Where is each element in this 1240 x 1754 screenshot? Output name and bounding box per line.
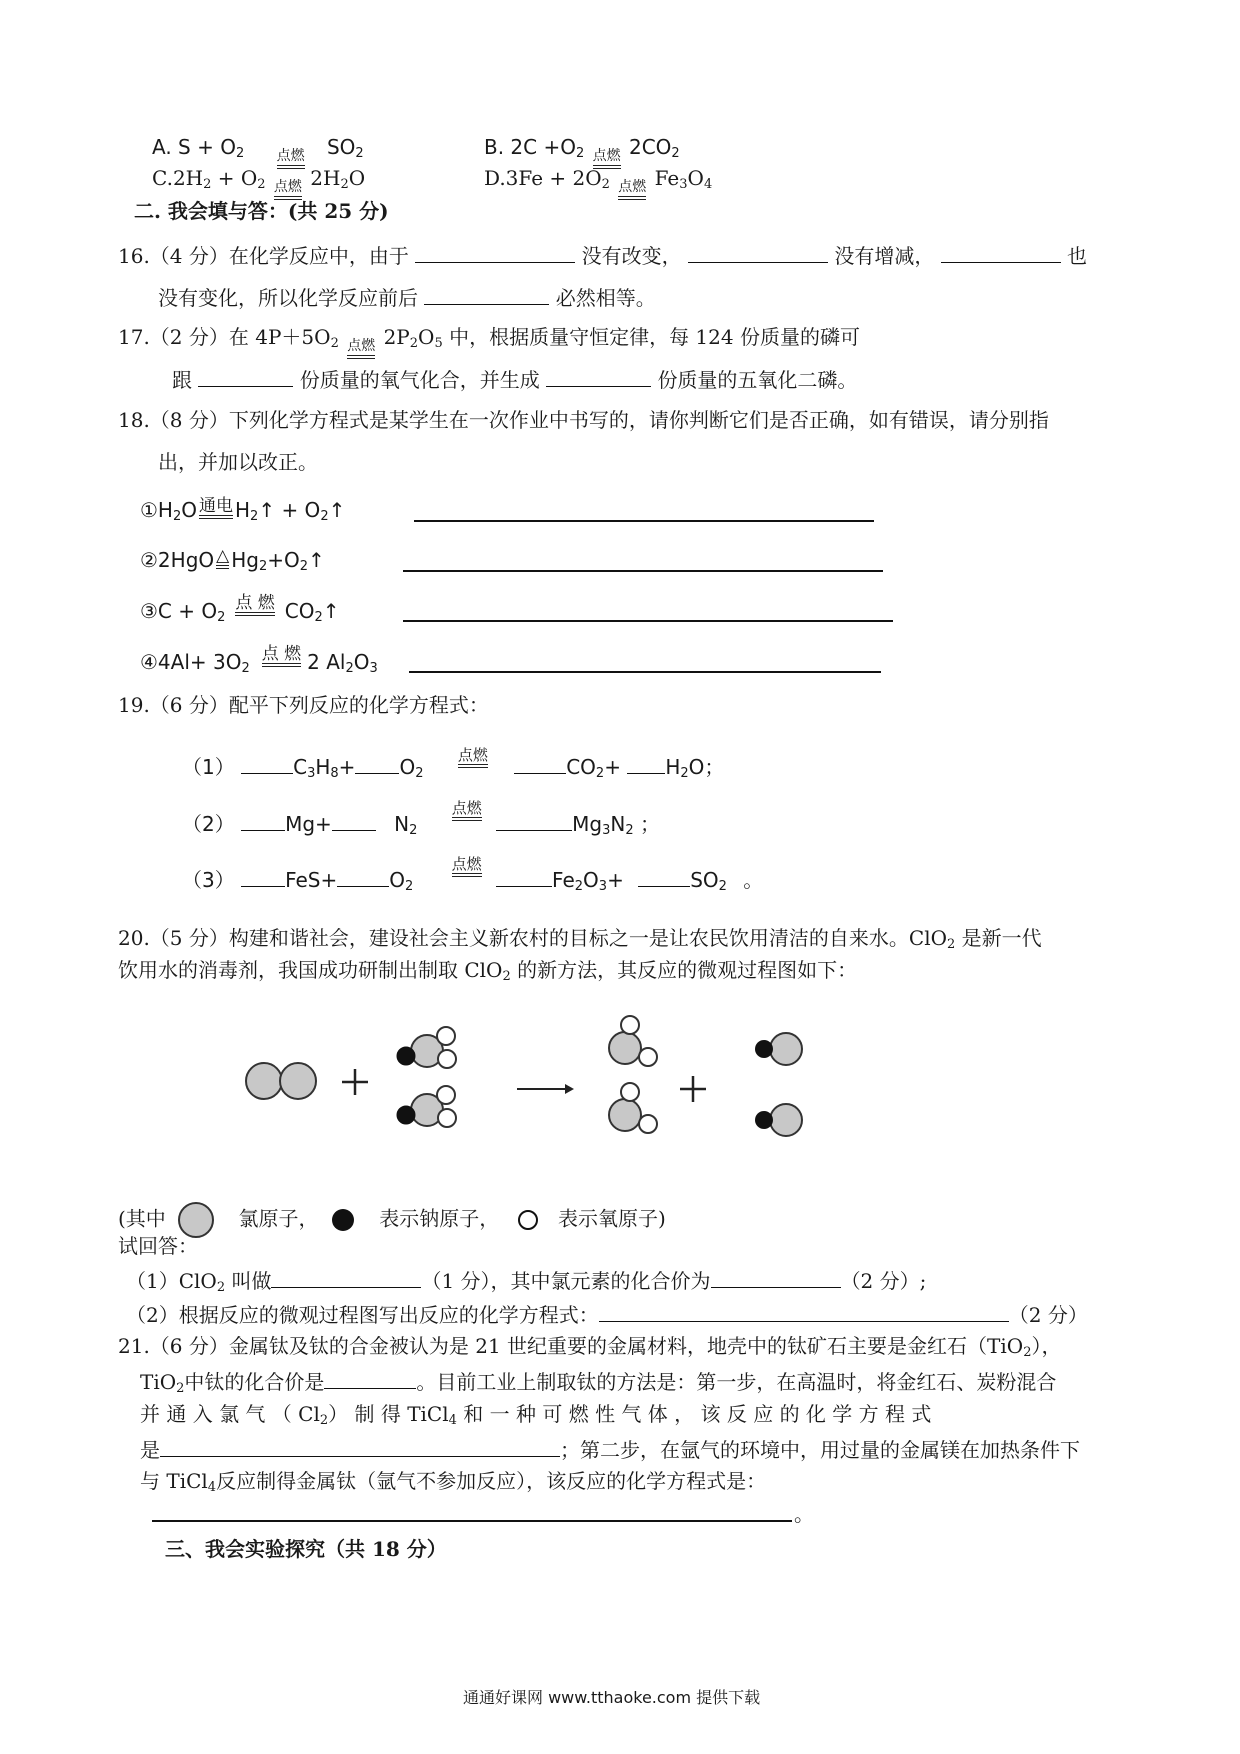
- footer-text: 通通好课网 www.tthaoke.com 提供下载: [463, 1688, 761, 1707]
- sodium-chloride-molecule: [755, 1104, 802, 1136]
- oxygen-atom: [621, 1016, 639, 1034]
- plus-sign: [680, 1076, 706, 1102]
- blank-19-2c[interactable]: [496, 810, 572, 831]
- chlorine-atom: [280, 1063, 316, 1099]
- reaction-condition: 点燃: [616, 179, 648, 200]
- chlorine-atom: [770, 1033, 802, 1065]
- blank-19-1d[interactable]: [627, 753, 665, 774]
- reaction-condition: 点燃: [275, 148, 307, 169]
- oxygen-atom: [438, 1050, 456, 1068]
- question-20: 20.（5 分）构建和谐社会，建设社会主义新农村的目标之一是让农民饮用清洁的自来水。ClO$_2$ 是新一代: [118, 926, 1042, 952]
- option-a: A. $S + O_2$ 点燃 $SO_2$: [152, 135, 364, 163]
- oxygen-atom: [621, 1083, 639, 1101]
- question-21-line4: 是 ；第二步，在氩气的环境中，用过量的金属镁在加热条件下: [140, 1438, 1080, 1462]
- question-17-line2: 跟 份质量的氧气化合，并生成 份质量的五氧化二磷。: [172, 368, 858, 392]
- equation-19-1: （1） $C_3H_8+ O_2$ 点燃 $CO_2+ H_2O$；: [182, 746, 725, 781]
- answer-line-21[interactable]: [152, 1520, 792, 1522]
- blank-16-1[interactable]: [415, 242, 575, 263]
- reaction-condition: 点燃: [345, 338, 377, 359]
- question-18: 18.（8 分）下列化学方程式是某学生在一次作业中书写的，请你判断它们是否正确，如有错误，请分别指: [118, 408, 1049, 432]
- equation-19-2: （2） $Mg+ N_2$ 点燃 $Mg_3N_2$ ；: [182, 799, 660, 838]
- question-21: 21.（6 分）金属钛及钛的合金被认为是 21 世纪重要的金属材料，地壳中的钛矿石主要是金红石（TiO$_2$），: [118, 1334, 1062, 1360]
- oxygen-atom: [438, 1109, 456, 1127]
- answer-line-18-4[interactable]: [409, 671, 881, 673]
- equation-19-3: （3） $FeS+ O_2$ 点燃 $Fe_2O_3+ SO_2$ 。: [182, 855, 764, 894]
- answer-line-18-2[interactable]: [403, 570, 883, 572]
- question-21-line3: 并 通 入 氯 气 （ $Cl_2$） 制 得 TiCl$_4$ 和 一 种 可 燃 性 气 体 ， 该 反 应 的 化 学 方 程 式: [140, 1402, 932, 1428]
- ask-label: 试回答：: [118, 1234, 198, 1258]
- question-16-line2: 没有变化，所以化学反应前后 必然相等。: [158, 286, 656, 310]
- chlorine-dioxide-molecule: [609, 1083, 657, 1133]
- question-21-end: 。: [794, 1502, 814, 1526]
- reaction-condition: 点燃: [591, 148, 623, 169]
- answer-line-18-1[interactable]: [414, 520, 874, 522]
- blank-17-1[interactable]: [198, 366, 293, 387]
- blank-21-1[interactable]: [324, 1368, 416, 1389]
- section-title: 二. 我会填与答：(共 25 分): [134, 199, 389, 223]
- blank-19-2b[interactable]: [332, 810, 376, 831]
- blank-19-1b[interactable]: [355, 753, 399, 774]
- blank-19-3c[interactable]: [496, 866, 552, 887]
- blank-16-2[interactable]: [688, 242, 828, 263]
- question-21-line5: 与 TiCl$_4$反应制得金属钛（氩气不参加反应），该反应的化学方程式是：: [140, 1469, 767, 1495]
- reaction-condition: 点燃: [456, 747, 490, 768]
- reaction-condition: 点 燃: [233, 595, 276, 616]
- question-16: 16.（4 分）在化学反应中，由于 没有改变， 没有增减， 也: [118, 244, 1088, 268]
- reaction-condition: 通电: [197, 498, 235, 519]
- question-20-sub2: （2）根据反应的微观过程图写出反应的化学方程式： （2 分）: [126, 1303, 1088, 1327]
- equation-18-3: ③C + $O_2$点 燃 $CO_2↑$: [140, 593, 340, 625]
- blank-20-1[interactable]: [271, 1267, 421, 1288]
- equation-18-1: $①H_2O$ 通电 $H_2↑$ + $O_2↑$: [140, 496, 346, 524]
- reaction-condition: 点燃: [450, 800, 484, 821]
- blank-16-3[interactable]: [941, 242, 1061, 263]
- sodium-atom: [397, 1047, 415, 1065]
- reaction-condition: 点燃: [272, 179, 304, 200]
- blank-21-2[interactable]: [160, 1436, 560, 1457]
- legend: (其中 氯原子， 表示钠原子， 表示氧原子): [118, 1200, 666, 1240]
- question-20-line2: 饮用水的消毒剂，我国成功研制出制取 ClO$_2$ 的新方法，其反应的微观过程图如下：: [118, 958, 858, 984]
- question-20-sub1: （1）ClO$_2$ 叫做 （1 分），其中氯元素的化合价为 （2 分）;: [126, 1269, 927, 1295]
- chlorine-atom: [609, 1099, 641, 1131]
- chlorine-atom: [609, 1032, 641, 1064]
- reaction-diagram: [230, 1005, 850, 1165]
- blank-20-3[interactable]: [599, 1301, 1009, 1322]
- blank-17-2[interactable]: [546, 366, 651, 387]
- section-title: 三、我会实验探究（共 18 分）: [165, 1537, 447, 1561]
- question-19: 19.（6 分）配平下列反应的化学方程式：: [118, 693, 489, 717]
- option-c: $C.2H_2 + O_2$ 点燃 $2H_2O$: [152, 166, 365, 194]
- chlorine-atom: [770, 1104, 802, 1136]
- sodium-chlorite-molecule: [397, 1086, 456, 1127]
- oxygen-atom: [639, 1115, 657, 1133]
- question-21-line2: TiO$_2$中钛的化合价是 。目前工业上制取钛的方法是：第一步，在高温时，将金红石、炭粉混合: [140, 1370, 1057, 1396]
- chlorine-dioxide-molecule: [609, 1016, 657, 1066]
- sodium-atom: [397, 1106, 415, 1124]
- reaction-condition: 点燃: [450, 856, 484, 877]
- question-18-line2: 出，并加以改正。: [158, 450, 318, 474]
- blank-19-3d[interactable]: [638, 866, 690, 887]
- sodium-atom: [755, 1111, 773, 1129]
- option-b: B. $2C +O_2$ 点燃 $2CO_2$: [484, 135, 680, 163]
- sodium-atom: [755, 1040, 773, 1058]
- question-17: 17.（2 分）在 $4P+5O_2$ 点燃 $2P_2O_5$ 中，根据质量守恒定律，每 124 份质量的磷可: [118, 325, 860, 353]
- equation-18-2: ②2HgO △ $Hg_2+O_2↑$: [140, 546, 325, 574]
- blank-19-2a[interactable]: [241, 810, 285, 831]
- equation-18-4: ④4Al+ $3O_2$点 燃 2 $Al_2O_3$: [140, 644, 378, 676]
- reaction-condition: 点 燃: [260, 646, 303, 667]
- blank-19-3b[interactable]: [337, 866, 389, 887]
- blank-20-2[interactable]: [711, 1267, 841, 1288]
- oxygen-atom: [437, 1086, 455, 1104]
- reaction-condition: △: [214, 548, 231, 569]
- chlorine-molecule: [246, 1063, 316, 1099]
- reaction-arrow: [517, 1084, 574, 1094]
- plus-sign: [342, 1069, 368, 1095]
- oxygen-atom-icon: [516, 1208, 540, 1232]
- sodium-atom-icon: [329, 1206, 357, 1234]
- chlorine-atom: [246, 1063, 282, 1099]
- blank-16-4[interactable]: [424, 284, 549, 305]
- oxygen-atom: [437, 1027, 455, 1045]
- blank-19-1a[interactable]: [241, 753, 293, 774]
- sodium-chloride-molecule: [755, 1033, 802, 1065]
- oxygen-atom: [639, 1048, 657, 1066]
- blank-19-1c[interactable]: [514, 753, 566, 774]
- blank-19-3a[interactable]: [241, 866, 285, 887]
- answer-line-18-3[interactable]: [403, 620, 893, 622]
- sodium-chlorite-molecule: [397, 1027, 456, 1068]
- option-d: $D.3Fe + 2O_2$ 点燃 $Fe_3O_4$: [484, 166, 712, 194]
